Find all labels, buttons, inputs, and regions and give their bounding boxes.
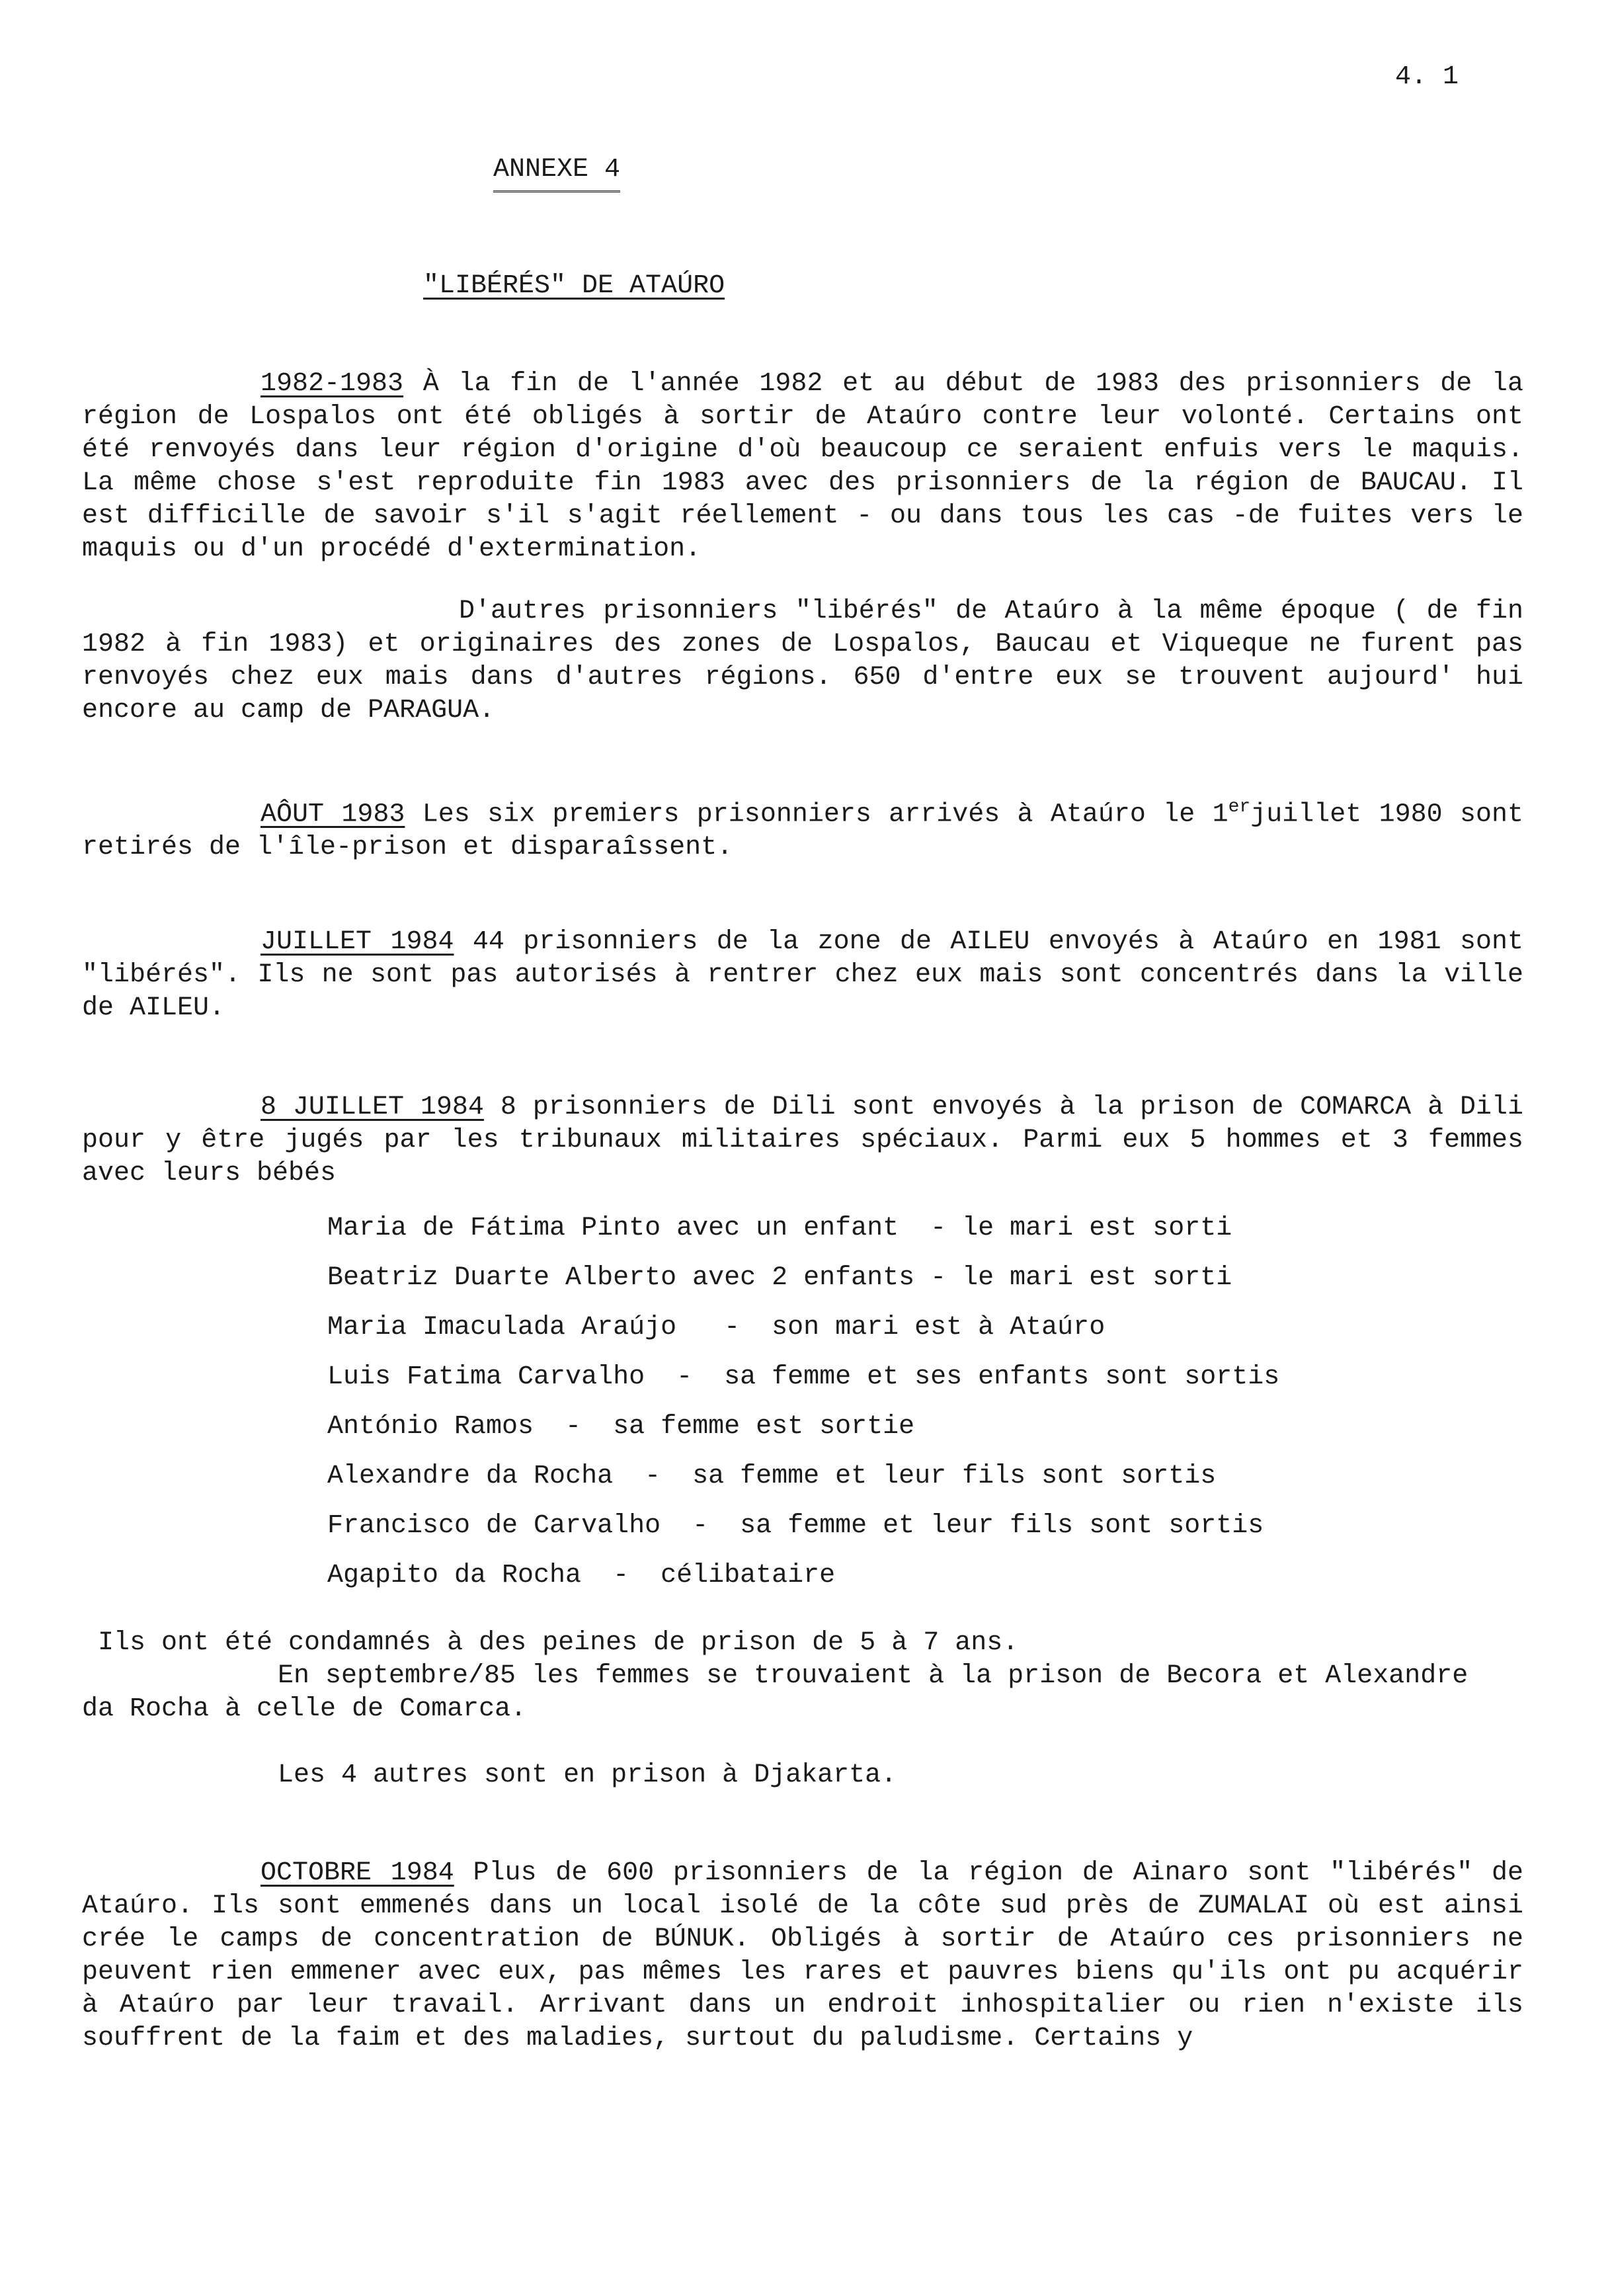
document-title: "LIBÉRÉS" DE ATAÚRO xyxy=(423,271,725,301)
section-text-continued: juillet 1980 sont retirés de l'île-prison et disparaîssent. xyxy=(82,800,1523,863)
section-aout-1983 xyxy=(82,791,1523,864)
september-note: En septembre/85 les femmes se trouvaient à la prison de Becora et Alexandre xyxy=(278,1661,1468,1691)
section-juillet-1984 xyxy=(82,926,1523,1025)
superscript: er xyxy=(1228,797,1251,817)
september-note-continued: da Rocha à celle de Comarca. xyxy=(82,1694,527,1724)
list-item: Luis Fatima Carvalho - sa femme et ses enfants sont sortis xyxy=(327,1362,1280,1392)
page-number: 4. 1 xyxy=(1395,62,1459,92)
date-aout-1983: AÔUT 1983 xyxy=(261,800,405,830)
sentence-note: Ils ont été condamnés à des peines de prison de 5 à 7 ans. xyxy=(98,1628,1019,1658)
section-text: Plus de 600 prisonniers de la région de Ainaro sont "libérés" de Ataúro. Ils sont emmenés dans un local isolé de la côte sud près de ZUMALAI où est ainsi crée le camps de concentration de BÚNUK. Obligés à sortir de Ataúro ces prisonniers ne peuvent rien emmener avec eux, pas mêmes les rares et pauvres biens qu'ils ont pu acquérir à Ataúro par leur travail. Arrivant dans un endroit inhospitalier ou rien n'existe ils souffrent de la faim et des maladies, surtout du paludisme. Certains y xyxy=(82,1858,1523,2053)
date-8-juillet-1984: 8 JUILLET 1984 xyxy=(261,1092,484,1122)
list-item: Francisco de Carvalho - sa femme et leur fils sont sortis xyxy=(327,1511,1264,1541)
date-juillet-1984: JUILLET 1984 xyxy=(261,927,454,957)
djakarta-note: Les 4 autres sont en prison à Djakarta. xyxy=(278,1760,897,1790)
section-text: À la fin de l'année 1982 et au début de 1983 des prisonniers de la région de Lospalos ont été obligés à sortir de Ataúro contre leur volonté. Certains ont été renvoyés dans leur région d'origine d'où beaucoup ce seraient enfuis vers le maquis. La même chose s'est reproduite fin 1983 avec des prisonniers de la région de BAUCAU. Il est difficille de savoir s'il s'agit réellement - ou dans tous les cas -de fuites vers le maquis ou d'un procédé d'extermination. xyxy=(82,369,1523,564)
list-item: António Ramos - sa femme est sortie xyxy=(327,1412,915,1442)
list-item: Maria Imaculada Araújo - son mari est à Ataúro xyxy=(327,1313,1106,1342)
section-1982-1983 xyxy=(82,368,1523,566)
section-other-prisoners xyxy=(82,595,1523,727)
prisoner-list xyxy=(327,1204,1279,1600)
annex-heading: ANNEXE 4 xyxy=(493,153,620,192)
section-text: Les six premiers prisonniers arrivés à Ataúro le 1 xyxy=(422,800,1228,830)
section-text: 8 prisonniers de Dili sont envoyés à la prison de COMARCA à Dili pour y être jugés par les tribunaux militaires spéciaux. Parmi eux 5 hommes et 3 femmes avec leurs bébés xyxy=(82,1092,1523,1188)
list-item: Maria de Fátima Pinto avec un enfant - le mari est sorti xyxy=(327,1213,1232,1243)
list-item: Beatriz Duarte Alberto avec 2 enfants - le mari est sorti xyxy=(327,1263,1232,1293)
section-octobre-1984 xyxy=(82,1857,1523,2055)
section-text: D'autres prisonniers "libérés" de Ataúro à la même époque ( de fin 1982 à fin 1983) et originaires des zones de Lospalos, Baucau et Viqueque ne furent pas renvoyés chez eux mais dans d'autres régions. 650 d'entre eux se trouvent aujourd' hui encore au camp de PARAGUA. xyxy=(82,596,1523,725)
section-8-juillet-1984 xyxy=(82,1091,1523,1190)
date-octobre-1984: OCTOBRE 1984 xyxy=(261,1858,454,1888)
section-text: 44 prisonniers de la zone de AILEU envoyés à Ataúro en 1981 sont "libérés". Ils ne sont pas autorisés à rentrer chez eux mais sont concentrés dans la ville de AILEU. xyxy=(82,927,1523,1023)
list-item: Agapito da Rocha - célibataire xyxy=(327,1561,836,1590)
list-item: Alexandre da Rocha - sa femme et leur fils sont sortis xyxy=(327,1461,1217,1491)
date-1982-1983: 1982-1983 xyxy=(261,369,404,399)
